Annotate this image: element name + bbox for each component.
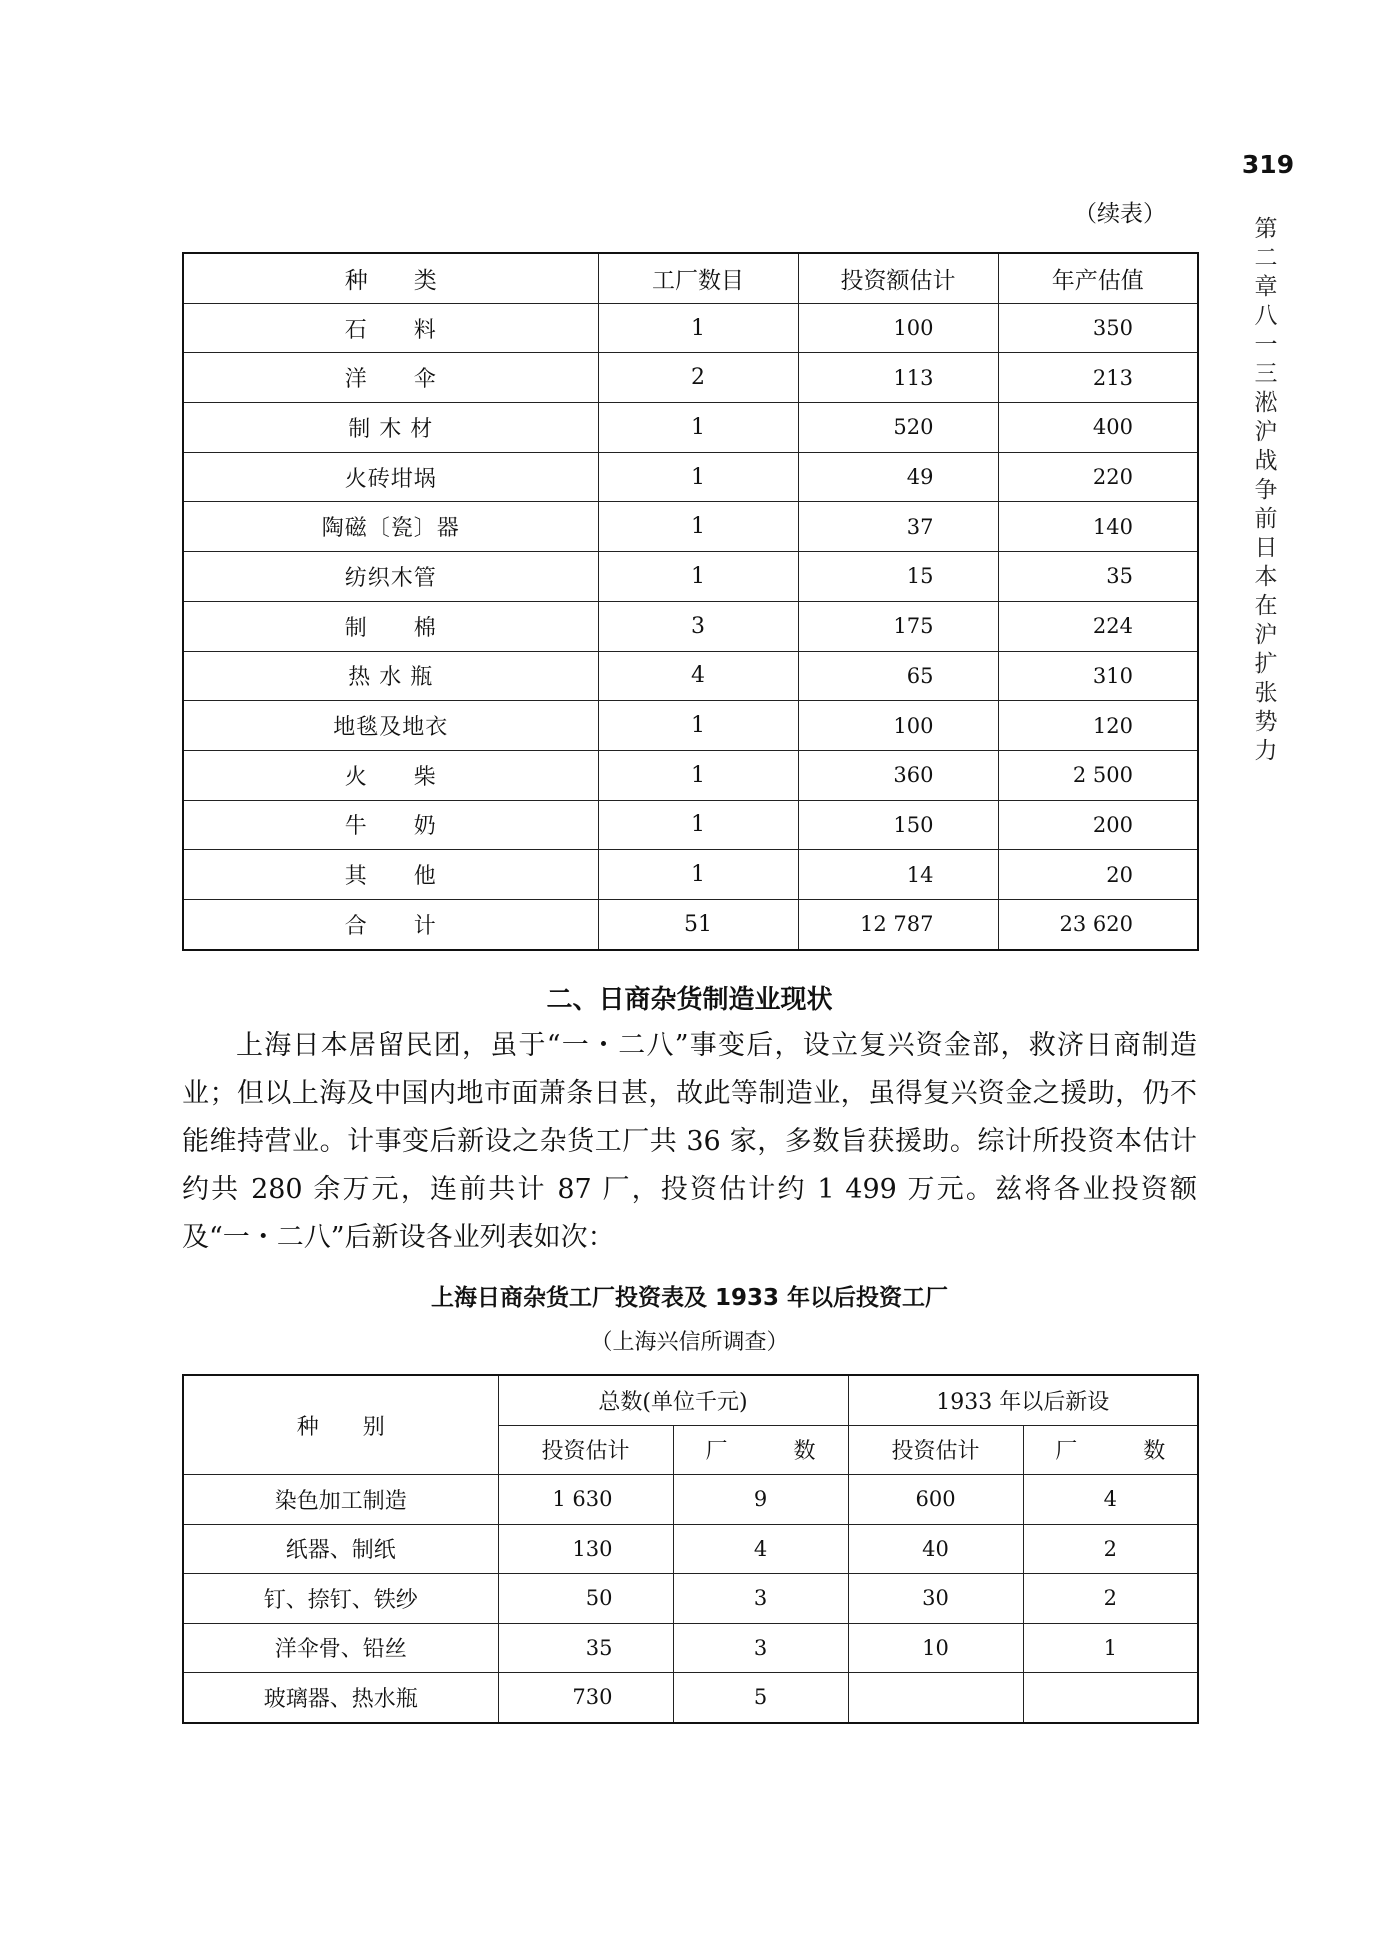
row-output: 350: [998, 303, 1198, 353]
chapter-side-char: 前: [1254, 506, 1278, 532]
chapter-side-char: 张: [1254, 680, 1278, 706]
chapter-side-char: 三: [1254, 361, 1278, 387]
row-factories: 1: [598, 552, 798, 602]
chapter-side-char: 扩: [1254, 651, 1278, 677]
header-investment: 投资额估计: [798, 253, 998, 303]
header-category: 种 别: [183, 1375, 498, 1475]
table-row: [183, 1524, 1198, 1574]
row-factories: 1: [598, 800, 798, 850]
table-row: [183, 552, 1198, 602]
table-row: [183, 651, 1198, 701]
row-category: 纸器、制纸: [183, 1524, 498, 1574]
row-factories: 1: [598, 701, 798, 751]
row-category: 制 棉: [183, 601, 598, 651]
row-factories: 3: [598, 601, 798, 651]
row-total-investment: 730: [498, 1673, 673, 1723]
row-factories: 1: [598, 502, 798, 552]
row-category: 其 他: [183, 850, 598, 900]
chapter-side-char: 势: [1254, 709, 1278, 735]
chapter-side-char: 战: [1254, 448, 1278, 474]
chapter-side-char: 八: [1254, 303, 1278, 329]
row-investment: 65: [798, 651, 998, 701]
row-total-investment: 35: [498, 1623, 673, 1673]
table-row: [183, 502, 1198, 552]
row-output: 213: [998, 353, 1198, 403]
chapter-side-char: 章: [1254, 274, 1278, 300]
row-output: 310: [998, 651, 1198, 701]
row-factories: 1: [598, 403, 798, 453]
section-heading: 二、日商杂货制造业现状: [546, 985, 833, 1015]
chapter-side-char: 二: [1254, 245, 1278, 271]
table-row: [183, 850, 1198, 900]
row-output: 23 620: [998, 899, 1198, 949]
table-row: [183, 1673, 1198, 1723]
table-row: [183, 452, 1198, 502]
row-category: 合 计: [183, 899, 598, 949]
row-factories: 51: [598, 899, 798, 949]
row-new-count: 2: [1023, 1574, 1198, 1624]
row-new-investment: 40: [848, 1524, 1023, 1574]
row-factories: 2: [598, 353, 798, 403]
row-output: 400: [998, 403, 1198, 453]
row-category: 火 柴: [183, 750, 598, 800]
table-header-row: [183, 253, 1198, 303]
row-investment: 37: [798, 502, 998, 552]
row-category: 染色加工制造: [183, 1475, 498, 1525]
table-row: [183, 750, 1198, 800]
row-investment: 100: [798, 303, 998, 353]
investment-table: [182, 1374, 1199, 1724]
header-factories: 工厂数目: [598, 253, 798, 303]
header-new-count: 厂 数: [1023, 1425, 1198, 1475]
row-new-count: 4: [1023, 1475, 1198, 1525]
row-new-count: [1023, 1673, 1198, 1723]
row-total-investment: 130: [498, 1524, 673, 1574]
header-new-investment: 投资估计: [848, 1425, 1023, 1475]
chapter-side-char: 本: [1254, 564, 1278, 590]
table2-title: 上海日商杂货工厂投资表及 1933 年以后投资工厂: [430, 1285, 949, 1311]
chapter-side-char: 淞: [1254, 390, 1278, 416]
row-output: 200: [998, 800, 1198, 850]
row-output: 35: [998, 552, 1198, 602]
row-category: 钉、捺钉、铁纱: [183, 1574, 498, 1624]
row-total-investment: 1 630: [498, 1475, 673, 1525]
row-new-count: 2: [1023, 1524, 1198, 1574]
row-category: 地毯及地衣: [183, 701, 598, 751]
row-factories: 1: [598, 850, 798, 900]
table-header-row: [183, 1375, 1198, 1425]
row-factories: 1: [598, 452, 798, 502]
table-total-row: [183, 899, 1198, 949]
table-row: [183, 1475, 1198, 1525]
body-paragraph: 上海日本居留民团，虽于“一・二八”事变后，设立复兴资金部，救济日商制造业；但以上海及中国内地市面萧条日甚，故此等制造业，虽得复兴资金之援助，仍不能维持营业。计事变后新设之杂货工厂共 36 家，多数旨获援助。综计所投资本估计约共 280 余万元，连前共计 87 厂，投资估计约 1 499 万元。兹将各业投资额及“一・二八”后新设各业列表如次：: [182, 1030, 1197, 1253]
row-investment: 100: [798, 701, 998, 751]
header-total-count: 厂 数: [673, 1425, 848, 1475]
chapter-side-title: [1251, 215, 1281, 764]
chapter-side-char: 争: [1254, 477, 1278, 503]
row-total-count: 4: [673, 1524, 848, 1574]
chapter-side-char: 沪: [1254, 419, 1278, 445]
factory-table: [182, 252, 1199, 951]
row-output: 220: [998, 452, 1198, 502]
chapter-side-char: 一: [1254, 332, 1278, 358]
row-category: 制 木 材: [183, 403, 598, 453]
row-new-investment: 600: [848, 1475, 1023, 1525]
row-total-investment: 50: [498, 1574, 673, 1624]
row-new-investment: 10: [848, 1623, 1023, 1673]
header-total-investment: 投资估计: [498, 1425, 673, 1475]
chapter-side-char: 沪: [1254, 622, 1278, 648]
chapter-side-char: 力: [1254, 738, 1278, 764]
table-row: [183, 701, 1198, 751]
table2-subtitle: （上海兴信所调查）: [590, 1330, 789, 1355]
row-investment: 15: [798, 552, 998, 602]
row-investment: 49: [798, 452, 998, 502]
row-investment: 150: [798, 800, 998, 850]
row-new-investment: [848, 1673, 1023, 1723]
chapter-side-char: 在: [1254, 593, 1278, 619]
table-row: [183, 303, 1198, 353]
table-continued-label: （续表）: [1074, 201, 1166, 227]
table-row: [183, 403, 1198, 453]
row-category: 热 水 瓶: [183, 651, 598, 701]
row-total-count: 3: [673, 1574, 848, 1624]
table-row: [183, 800, 1198, 850]
row-investment: 520: [798, 403, 998, 453]
row-category: 牛 奶: [183, 800, 598, 850]
row-category: 洋 伞: [183, 353, 598, 403]
header-new: 1933 年以后新设: [848, 1375, 1198, 1425]
row-investment: 12 787: [798, 899, 998, 949]
row-total-count: 9: [673, 1475, 848, 1525]
row-category: 洋伞骨、铅丝: [183, 1623, 498, 1673]
row-factories: 1: [598, 303, 798, 353]
row-category: 石 料: [183, 303, 598, 353]
row-investment: 113: [798, 353, 998, 403]
row-investment: 360: [798, 750, 998, 800]
row-new-count: 1: [1023, 1623, 1198, 1673]
chapter-side-char: 日: [1254, 535, 1278, 561]
row-category: 火砖坩埚: [183, 452, 598, 502]
row-output: 120: [998, 701, 1198, 751]
header-category: 种 类: [183, 253, 598, 303]
table-row: [183, 353, 1198, 403]
row-factories: 4: [598, 651, 798, 701]
table-row: [183, 1574, 1198, 1624]
page-number: 319: [1241, 150, 1295, 179]
table-row: [183, 1623, 1198, 1673]
row-output: 20: [998, 850, 1198, 900]
header-output: 年产估值: [998, 253, 1198, 303]
row-category: 玻璃器、热水瓶: [183, 1673, 498, 1723]
row-output: 224: [998, 601, 1198, 651]
row-factories: 1: [598, 750, 798, 800]
row-new-investment: 30: [848, 1574, 1023, 1624]
row-output: 140: [998, 502, 1198, 552]
row-category: 纺织木管: [183, 552, 598, 602]
table-row: [183, 601, 1198, 651]
header-total: 总数(单位千元): [498, 1375, 848, 1425]
row-investment: 175: [798, 601, 998, 651]
row-investment: 14: [798, 850, 998, 900]
row-total-count: 3: [673, 1623, 848, 1673]
row-category: 陶磁〔瓷〕器: [183, 502, 598, 552]
chapter-side-char: 第: [1254, 216, 1278, 242]
row-output: 2 500: [998, 750, 1198, 800]
row-total-count: 5: [673, 1673, 848, 1723]
